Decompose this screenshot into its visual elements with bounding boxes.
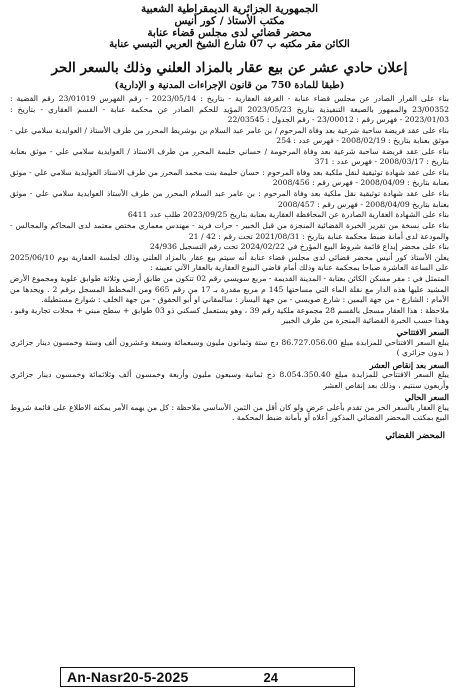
notice-subtitle: (طبقا للمادة 750 من قانون الإجراءات المدنية و الإدارية) — [114, 80, 345, 92]
paragraph: بناء على عقد شهادة توثيقية نقل ملكية بعد وفاة المرحوم : بن عامر عبد السلام المحرر من طرف الأستاذ العوايدية سلامي علي - موثق بعنابة بتاريخ 2008/04/09 - فهرس رقم : 2008/457 — [10, 189, 449, 209]
paragraph: بناء على محضر إيداع قائمة شروط البيع المؤرخ في 2024/02/22 تحت رقم التسجيل 24/936 — [149, 242, 449, 252]
paragraph: بناء على عقد شهادة توثيقية لنقل ملكية بعد وفاة المرحوم : حسان حليمة بنت محمد المحرر من طرف الاستاذ العوايدية سلامي علي - موثق بعنابة بتاريخ : 2008/04/09 - فهرس رقم : 2008/456 — [10, 168, 449, 188]
section-text-reduced-price: يبلغ السعر الافتتاحي للمزايدة مبلغ 8.054.350.40 دج ثمانية وسبعون مليون وأربعة وخمسون ألف وثلاثمائة وخمسون دينار جزائري وأربعون سنتيم ، وذلك بعد إنقاص العشر — [10, 370, 449, 390]
paragraph: بناء على الشهادة العقارية الصادرة عن المحافظة العقارية بعنابة بتاريخ 2023/09/25 طلب عدد 6411 — [127, 210, 449, 220]
notice-body — [10, 94, 449, 423]
property-description: المتمثل في : مقر مسكن الكائن بعنابة - المدينة القديمة - مربع سويسي رقم 02 تتكون من طابق أرضي وثلاثة طوابق علوية ومجموع الأرض المشيد عليها هذه الدار مع نقلة الماء التي مساحتها 145 م مربع مقدرة بـ 17 من رقم 665 ومن المخطط المسجل برقم 2 . ويحدها من الأمام : الشارع - من جهة اليمين : شارع صويسي - من جهة اليسار : سالمقاني او أبو الحقوق - من جهة الخلف : شوارع مستطيلة. — [10, 274, 449, 304]
section-heading-current-price: السعر الحالي — [404, 392, 449, 402]
republic-heading: الجمهورية الجزائرية الديمقراطية الشعبية — [140, 3, 318, 15]
paragraph: بناء على القرار الصادر عن مجلس قضاء عنابة - الغرفة العقارية - بتاريخ : 2023/05/14 - رقم الفهرس 23/01019 رقم القضية : 23/00352 والممهور بالصيغة التنفيذية بتاريخ 2023/05/23 المؤيد للحكم الصادر عن محكمة عنابة - القسم العقاري - بتاريخ : 2023/01/03 - فهرس رقم : 23/00012 - رقم الجدول : 22/03545 — [10, 94, 449, 125]
page-number: 24 — [263, 669, 278, 685]
bailiff-title: محضر قضائي لدى مجلس قضاء عنابة — [147, 26, 312, 39]
paragraph: بناء على نسخة من تقرير الخبرة القضائية المنجزة من قبل الخبير - حرات فريد - مهندس معماري مختص معتمد لدى المحاكم والمجالس - والمودعة لدى أمانة ضبط محكمة عنابة بتاريخ : 2021/08/31 تحت رقم : 42 / 21 — [10, 221, 449, 241]
publication-date: An-Nasr20-5-2025 — [67, 669, 189, 685]
document-header — [10, 4, 449, 50]
section-heading-reduced-price: السعر بعد إنقاص العشر — [369, 359, 449, 370]
paragraph: بناء على عقد فريضة ساحبة شرعية بعد وفاة المرحوم / بن عامر عبد السلام بن بوشريط المحرر من طرف الأستاذ / العوايدية سلامي علي - موثق بعنابة بتاريخ : 2008/02/19 - فهرس عدد : 254 — [10, 125, 449, 146]
publication-footer — [60, 667, 355, 687]
office-name: مكتب الأستاذ / كور أنيس — [174, 14, 285, 27]
paragraph: بناء على عقد فريضة ساحبة شرعية بعد وفاة المرحومة / حساني حليمة المحرر من طرف الاستاذ / العوايدية سلامي علي - موثق بعنابة بتاريخ : 2008/03/17 - فهرس عدد : 371 — [10, 147, 449, 167]
office-address: الكائن مقر مكتبه ب 07 شارع الشيخ العربي التبسي عنابة — [109, 39, 350, 51]
notice-title: إعلان حادي عشر عن بيع عقار بالمزاد العلني وذلك بالسعر الحر — [51, 60, 408, 77]
paragraph: يعلن الأستاذ كور أنيس محضر قضائي لدى مجلس قضاء عنابة أنه سيتم بيع عقار بالمزاد العلني وذلك لجلسة العقارية يوم 2025/06/10 على الساعة العاشرة صباحا بمحكمة عنابة وذلك أمام قاضي البيوع العقارية بالعقار الآتي تعيينه : — [10, 253, 449, 273]
section-text-opening-price: يبلغ السعر الافتتاحي للمزايدة مبلغ 86.727.056.00 دج ستة وثمانون مليون وسبعمائة وسبعة وعشرون ألف وستة وخمسون دينار جزائري ( بدون جزائري ) — [10, 338, 449, 358]
section-heading-opening-price: السعر الافتتاحي — [396, 327, 449, 338]
property-note: ملاحظة : هذا العقار مسجل بالقسم 28 مجموعة ملكية رقم 39 ، وهو يستعمل كسكني ذو 03 طوابق + سطح مبني + محلات تجارية وقبو ، وهذا حسب الخبرة القضائية المنجزة من طرف الخبير — [9, 305, 449, 325]
section-text-current-price: يباع العقار بالسعر الحر من تقدم بأعلى عرض ولو كان أقل من الثمن الأساسي ملاحظة : كل من يهمه الأمر يمكنه الاطلاع على قائمة شروط البيع بمكتب المحضر القضائي المذكور أعلاه أو بأمانة ضبط المحكمة . — [10, 402, 449, 423]
signature-label: المحضر القضائي — [385, 431, 445, 442]
